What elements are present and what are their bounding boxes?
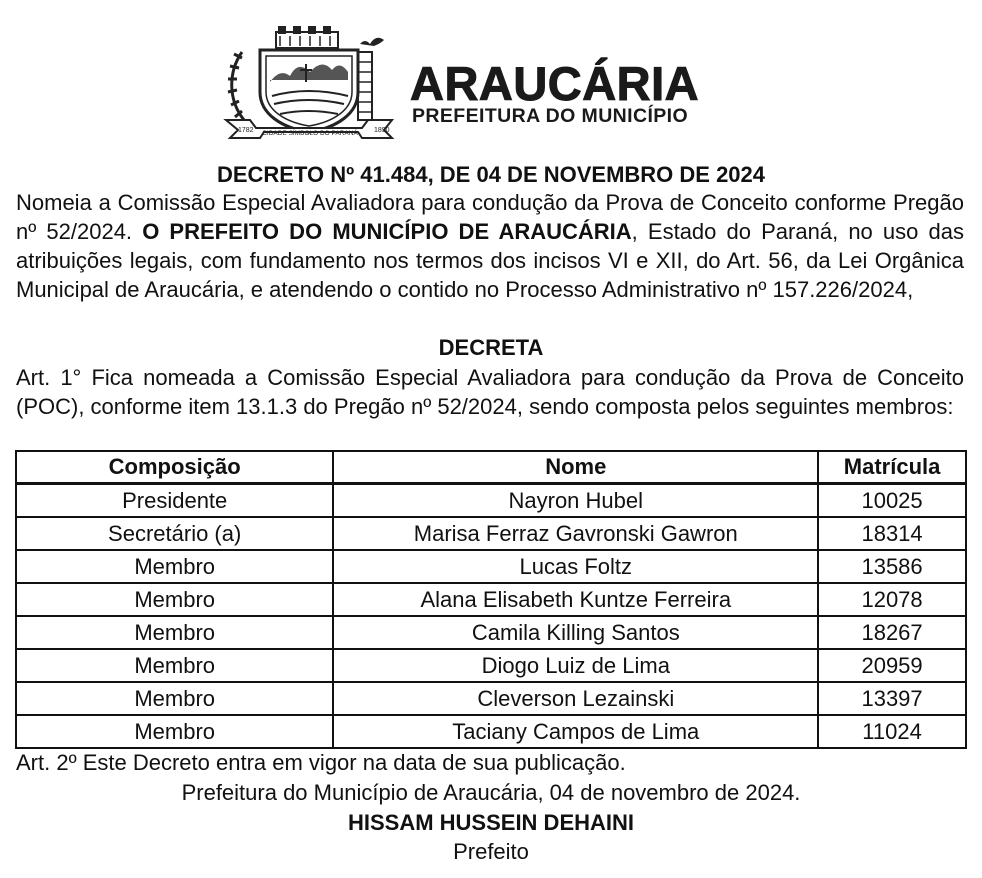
- table-row: [16, 583, 966, 616]
- cell-nome: Nayron Hubel: [333, 484, 818, 518]
- cell-composicao: Membro: [16, 649, 333, 682]
- cell-matricula: 20959: [818, 649, 966, 682]
- cell-matricula: 11024: [818, 715, 966, 748]
- table-row: [16, 682, 966, 715]
- cell-matricula: 18267: [818, 616, 966, 649]
- cell-nome: Diogo Luiz de Lima: [333, 649, 818, 682]
- brand: [410, 57, 762, 127]
- column-header-matricula: Matrícula: [818, 451, 966, 484]
- cell-nome: Cleverson Lezainski: [333, 682, 818, 715]
- decreta-heading: DECRETA: [438, 335, 544, 360]
- cell-composicao: Presidente: [16, 484, 333, 518]
- brand-subtitle: PREFEITURA DO MUNICÍPIO: [412, 105, 689, 127]
- table-row: [16, 715, 966, 748]
- intro-text-part2: , Estado do Paraná, no uso das atribuições legais, com fundamento nos termos dos incisos VI e XII, do Art. 56, da Lei Orgânica Municipal de Araucária, e atendendo o contido no Processo Administrativo nº 157.226/2024,: [16, 219, 965, 302]
- cell-composicao: Membro: [16, 583, 333, 616]
- cell-nome: Marisa Ferraz Gavronski Gawron: [333, 517, 818, 550]
- article-1: Art. 1° Fica nomeada a Comissão Especial Avaliadora para condução da Prova de Conceito (POC), conforme item 13.1.3 do Pregão nº 52/2024, sendo composta pelos seguintes membros:: [16, 365, 964, 419]
- intro-paragraph: [16, 188, 964, 304]
- cell-composicao: Membro: [16, 616, 333, 649]
- place-and-date: Prefeitura do Município de Araucária, 04 de novembro de 2024.: [181, 780, 801, 805]
- cell-composicao: Membro: [16, 682, 333, 715]
- cell-nome: Alana Elisabeth Kuntze Ferreira: [333, 583, 818, 616]
- header: [222, 22, 762, 140]
- cell-composicao: Secretário (a): [16, 517, 333, 550]
- municipal-coat-of-arms-icon: [222, 22, 397, 140]
- column-header-nome: Nome: [333, 451, 818, 484]
- cell-matricula: 12078: [818, 583, 966, 616]
- column-header-composicao: Composição: [16, 451, 333, 484]
- cell-composicao: Membro: [16, 715, 333, 748]
- signer-role: Prefeito: [453, 839, 529, 864]
- decree-title: DECRETO Nº 41.484, DE 04 DE NOVEMBRO DE 2024: [216, 162, 766, 187]
- cell-nome: Taciany Campos de Lima: [333, 715, 818, 748]
- cell-nome: Lucas Foltz: [333, 550, 818, 583]
- table-row: [16, 484, 966, 518]
- seal-right-year: 1890: [374, 127, 390, 134]
- members-table: [15, 450, 967, 749]
- intro-bold-text: O PREFEITO DO MUNICÍPIO DE ARAUCÁRIA: [142, 219, 632, 244]
- cell-nome: Camila Killing Santos: [333, 616, 818, 649]
- cell-matricula: 18314: [818, 517, 966, 550]
- table-row: [16, 550, 966, 583]
- table-row: [16, 517, 966, 550]
- table-header-row: [16, 451, 966, 484]
- cell-matricula: 13586: [818, 550, 966, 583]
- cell-matricula: 10025: [818, 484, 966, 518]
- signer-name: HISSAM HUSSEIN DEHAINI: [347, 810, 635, 835]
- cell-composicao: Membro: [16, 550, 333, 583]
- article-2: Art. 2º Este Decreto entra em vigor na data de sua publicação.: [16, 750, 626, 775]
- seal-ribbon-text: CIDADE SÍMBOLO DO PARANÁ: [262, 130, 358, 137]
- intro-text-part1: Nomeia a Comissão Especial Avaliadora para condução da Prova de Conceito conforme Pregão nº 52/2024.: [16, 190, 964, 244]
- table-row: [16, 616, 966, 649]
- cell-matricula: 13397: [818, 682, 966, 715]
- brand-name: ARAUCÁRIA: [410, 57, 700, 110]
- seal-left-year: 1782: [238, 127, 254, 134]
- table-row: [16, 649, 966, 682]
